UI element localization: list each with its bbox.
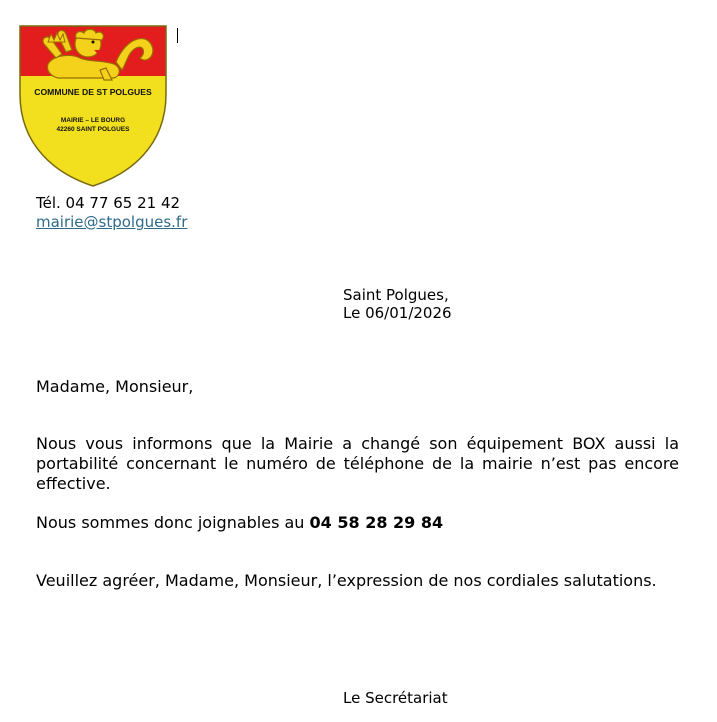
- phone-number: Tél. 04 77 65 21 42: [36, 194, 181, 212]
- paragraph-phone-prefix: Nous sommes donc joignables au: [36, 513, 310, 532]
- commune-crest: [18, 24, 168, 188]
- crown-icon: [48, 33, 65, 42]
- paragraph-info: Nous vous informons que la Mairie a changé son équipement BOX aussi la portabilité concernant le numéro de téléphone de la mairie n’est pas encore effective.: [36, 434, 679, 493]
- crest-commune-name: COMMUNE DE ST POLGUES: [34, 87, 152, 97]
- place-date: [343, 286, 452, 322]
- contact-block: [36, 194, 187, 232]
- paragraph-phone: [36, 513, 679, 533]
- date-line: Le 06/01/2026: [343, 304, 452, 322]
- text-cursor: [177, 28, 178, 43]
- email-link[interactable]: mairie@stpolgues.fr: [36, 213, 188, 231]
- closing-formula: Veuillez agréer, Madame, Monsieur, l’expression de nos cordiales salutations.: [36, 571, 657, 590]
- salutation: Madame, Monsieur,: [36, 377, 194, 396]
- crest-address-line2: 42260 SAINT POLGUES: [56, 126, 130, 133]
- new-phone-number: 04 58 28 29 84: [309, 513, 444, 532]
- place-line: Saint Polgues,: [343, 286, 449, 304]
- crest-address-line1: MAIRIE – LE BOURG: [60, 117, 126, 124]
- signature: Le Secrétariat: [343, 689, 448, 707]
